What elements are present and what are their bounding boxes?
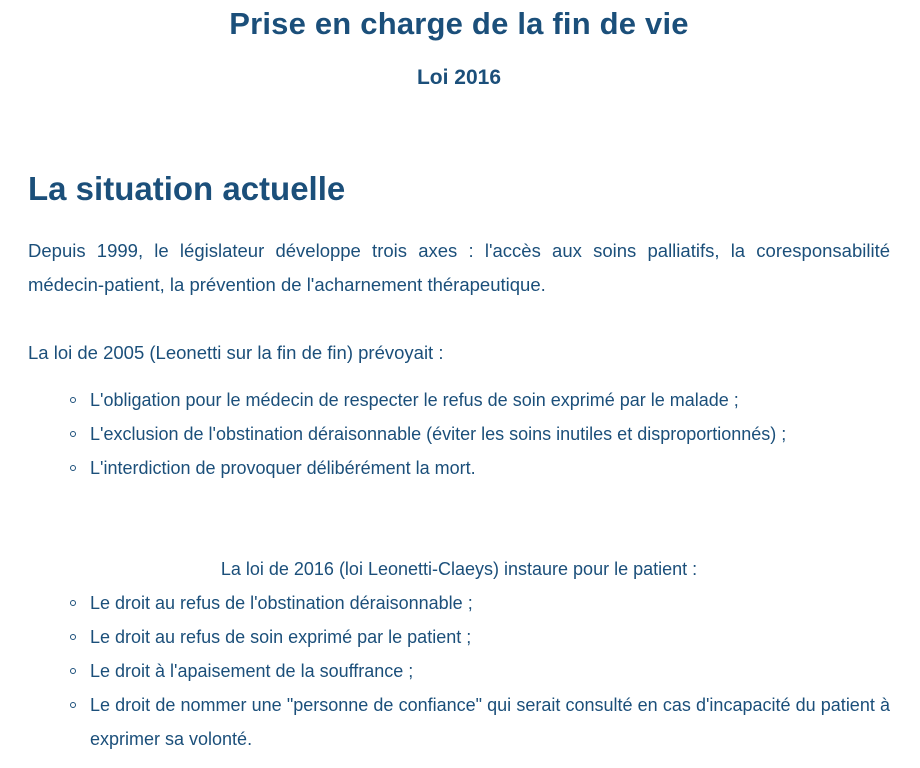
law-2016-list — [68, 586, 890, 756]
section-title: La situation actuelle — [28, 170, 346, 207]
intro-paragraph: Depuis 1999, le législateur développe trois axes : l'accès aux soins palliatifs, la coresponsabilité médecin-patient, la prévention de l'acharnement thérapeutique. — [28, 240, 890, 295]
bullet-icon — [70, 634, 76, 640]
law-2005-intro: La loi de 2005 (Leonetti sur la fin de fin) prévoyait : — [28, 342, 444, 363]
list-item-text: Le droit au refus de soin exprimé par le patient ; — [90, 627, 472, 647]
list-item-text: L'exclusion de l'obstination déraisonnable (éviter les soins inutiles et disproportionnés) ; — [90, 424, 787, 444]
list-item-text: Le droit de nommer une "personne de confiance" qui serait consulté en cas d'incapacité du patient à exprimer sa volonté. — [90, 695, 890, 749]
list-item-text: Le droit à l'apaisement de la souffrance ; — [90, 661, 414, 681]
list-item-text: L'interdiction de provoquer délibérément la mort. — [90, 458, 476, 478]
bullet-icon — [70, 702, 76, 708]
bullet-icon — [70, 600, 76, 606]
list-item — [68, 620, 890, 654]
list-item — [68, 451, 890, 485]
law-2005-list — [68, 383, 890, 485]
bullet-icon — [70, 431, 76, 437]
list-item — [68, 586, 890, 620]
list-item — [68, 688, 890, 756]
bullet-icon — [70, 397, 76, 403]
list-item — [68, 654, 890, 688]
bullet-icon — [70, 465, 76, 471]
page-title: Prise en charge de la fin de vie — [229, 6, 689, 41]
law-2016-intro: La loi de 2016 (loi Leonetti-Claeys) instaure pour le patient : — [220, 559, 698, 579]
list-item-text: Le droit au refus de l'obstination déraisonnable ; — [90, 593, 473, 613]
page-subtitle: Loi 2016 — [416, 66, 502, 89]
list-item — [68, 383, 890, 417]
list-item-text: L'obligation pour le médecin de respecter le refus de soin exprimé par le malade ; — [90, 390, 739, 410]
list-item — [68, 417, 890, 451]
bullet-icon — [70, 668, 76, 674]
